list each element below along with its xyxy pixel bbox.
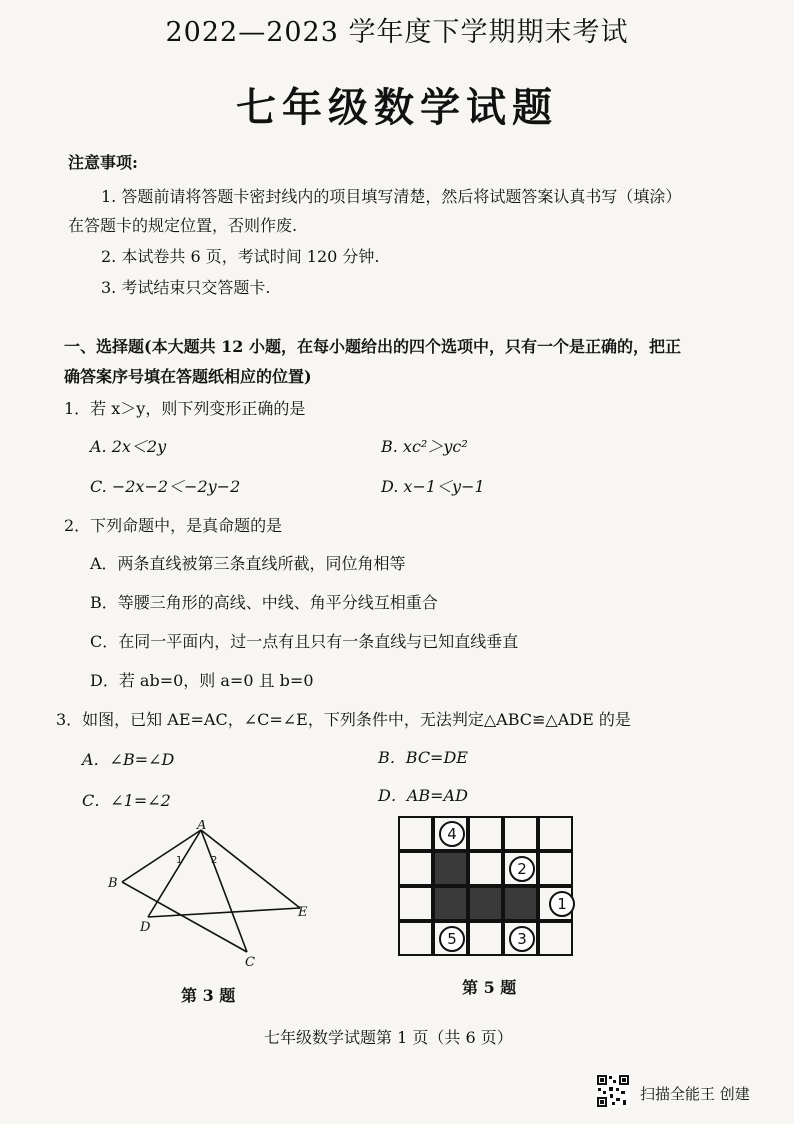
grid-cell [398, 851, 433, 886]
grid-cell [398, 921, 433, 956]
notes-heading: 注意事项: [68, 153, 138, 172]
label-b: B [108, 876, 118, 891]
figure-5-caption: 第 5 题 [462, 978, 517, 997]
grid-cell-shaded [433, 851, 468, 886]
grid-cell [398, 816, 433, 851]
figure-3-caption: 第 3 题 [181, 986, 236, 1005]
q3-stem: 3．如图，已知 AE=AC，∠C=∠E，下列条件中，无法判定△ABC≌△ADE 的是 [56, 710, 631, 729]
q2-option-a: A．两条直线被第三条直线所截，同位角相等 [90, 554, 406, 573]
q2-stem: 2．下列命题中，是真命题的是 [64, 516, 283, 535]
notes-item-3: 3. 考试结束只交答题卡. [101, 278, 271, 297]
grid-cell [468, 851, 503, 886]
section-1-heading-cont: 确答案序号填在答题纸相应的位置) [64, 367, 312, 386]
position-mark-5: 5 [439, 926, 465, 952]
grid-cell [538, 851, 573, 886]
notes-item-1-cont: 在答题卡的规定位置，否则作废. [68, 216, 298, 235]
q2-option-b: B．等腰三角形的高线、中线、角平分线互相重合 [90, 593, 438, 612]
segment-ab [122, 830, 201, 882]
exam-title: 2022—2023 学年度下学期期末考试 [165, 17, 629, 48]
grid-cell-shaded [503, 886, 538, 921]
q3-option-b: B．BC=DE [378, 748, 468, 767]
qr-code-icon [596, 1074, 630, 1108]
scanner-watermark: 扫描全能王 创建 [640, 1085, 750, 1103]
q2-option-c: C．在同一平面内，过一点有且只有一条直线与已知直线垂直 [90, 632, 519, 651]
subject-title: 七年级数学试题 [236, 84, 558, 131]
q1-option-b: B. xc²＞yc² [381, 437, 468, 456]
q3-option-a: A．∠B=∠D [82, 750, 175, 769]
angle-label-2: 2 [211, 855, 218, 866]
grid-cell-shaded [468, 886, 503, 921]
label-a: A [197, 820, 207, 833]
q1-option-c: C. −2x−2＜−2y−2 [90, 477, 241, 496]
label-d: D [140, 920, 151, 935]
grid-cell [468, 816, 503, 851]
grid-cell-shaded [433, 886, 468, 921]
q1-option-a: A. 2x＜2y [90, 437, 167, 456]
notes-item-1: 1. 答题前请将答题卡密封线内的项目填写清楚，然后将试题答案认真书写（填涂） [101, 187, 682, 206]
position-mark-1: 1 [549, 891, 575, 917]
section-1-heading: 一、选择题(本大题共 12 小题，在每小题给出的四个选项中，只有一个是正确的，把正 [64, 337, 681, 356]
notes-item-2: 2. 本试卷共 6 页，考试时间 120 分钟. [101, 247, 380, 266]
page-footer: 七年级数学试题第 1 页（共 6 页） [264, 1028, 513, 1047]
figure-3-diagram [100, 820, 320, 970]
position-mark-2: 2 [509, 856, 535, 882]
position-mark-4: 4 [439, 821, 465, 847]
q2-option-d: D．若 ab=0，则 a=0 且 b=0 [90, 671, 314, 690]
grid-cell [468, 921, 503, 956]
q1-option-d: D. x−1＜y−1 [381, 477, 485, 496]
figure-5-grid [398, 816, 574, 956]
segment-ad [148, 830, 201, 917]
segment-bc [122, 882, 247, 952]
grid-cell [538, 816, 573, 851]
grid-cell [538, 921, 573, 956]
label-c: C [245, 955, 255, 970]
label-e: E [298, 905, 308, 920]
q3-option-c: C．∠1=∠2 [82, 791, 171, 810]
q3-option-d: D．AB=AD [378, 786, 468, 805]
angle-label-1: 1 [176, 855, 183, 866]
grid-cell [398, 886, 433, 921]
position-mark-3: 3 [509, 926, 535, 952]
q1-stem: 1．若 x＞y，则下列变形正确的是 [64, 399, 306, 418]
grid-cell [503, 816, 538, 851]
